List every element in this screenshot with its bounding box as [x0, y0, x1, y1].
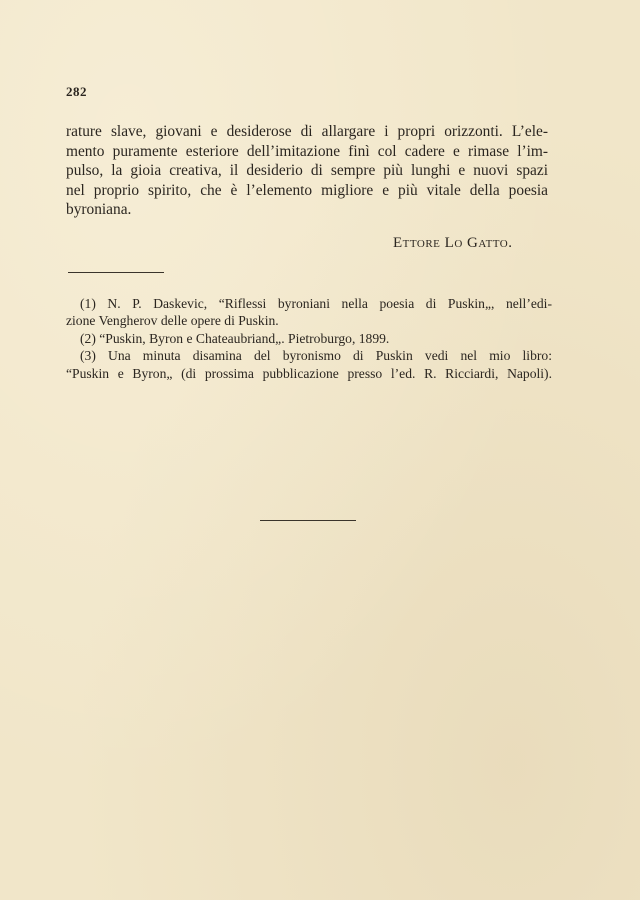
body-line: rature slave, giovani e desiderose di allargare i propri orizzonti. L’ele-: [66, 123, 548, 140]
footnotes: [66, 295, 552, 382]
body-line: pulso, la gioia creativa, il desiderio di sempre più lunghi e nuovi spazi: [66, 162, 548, 179]
page-number: 282: [66, 84, 87, 99]
author-signature: Ettore Lo Gatto.: [393, 235, 513, 251]
footnote-line: “Puskin e Byron„ (di prossima pubblicazione presso l’ed. R. Ricciardi, Napoli).: [66, 365, 552, 381]
footnote-line: (3) Una minuta disamina del byronismo di Puskin vedi nel mio libro:: [80, 348, 552, 364]
footnote-line: (1) N. P. Daskevic, “Riflessi byroniani nella poesia di Puskin„, nell’edi-: [80, 296, 552, 311]
body-paragraph: [66, 122, 548, 220]
body-line: nel proprio spirito, che è l’elemento migliore e più vitale della poesia: [66, 181, 548, 199]
footnote-separator-rule: [68, 272, 164, 273]
footnote-line: (2) “Puskin, Byron e Chateaubriand„. Pietroburgo, 1899.: [80, 330, 390, 346]
body-line: byroniana.: [66, 201, 132, 218]
footnote-line: zione Vengherov delle opere di Puskin.: [66, 313, 279, 329]
body-line: mento puramente esteriore dell’imitazione finì col cadere e rimase l’im-: [66, 142, 548, 160]
end-of-chapter-rule: [260, 520, 356, 521]
